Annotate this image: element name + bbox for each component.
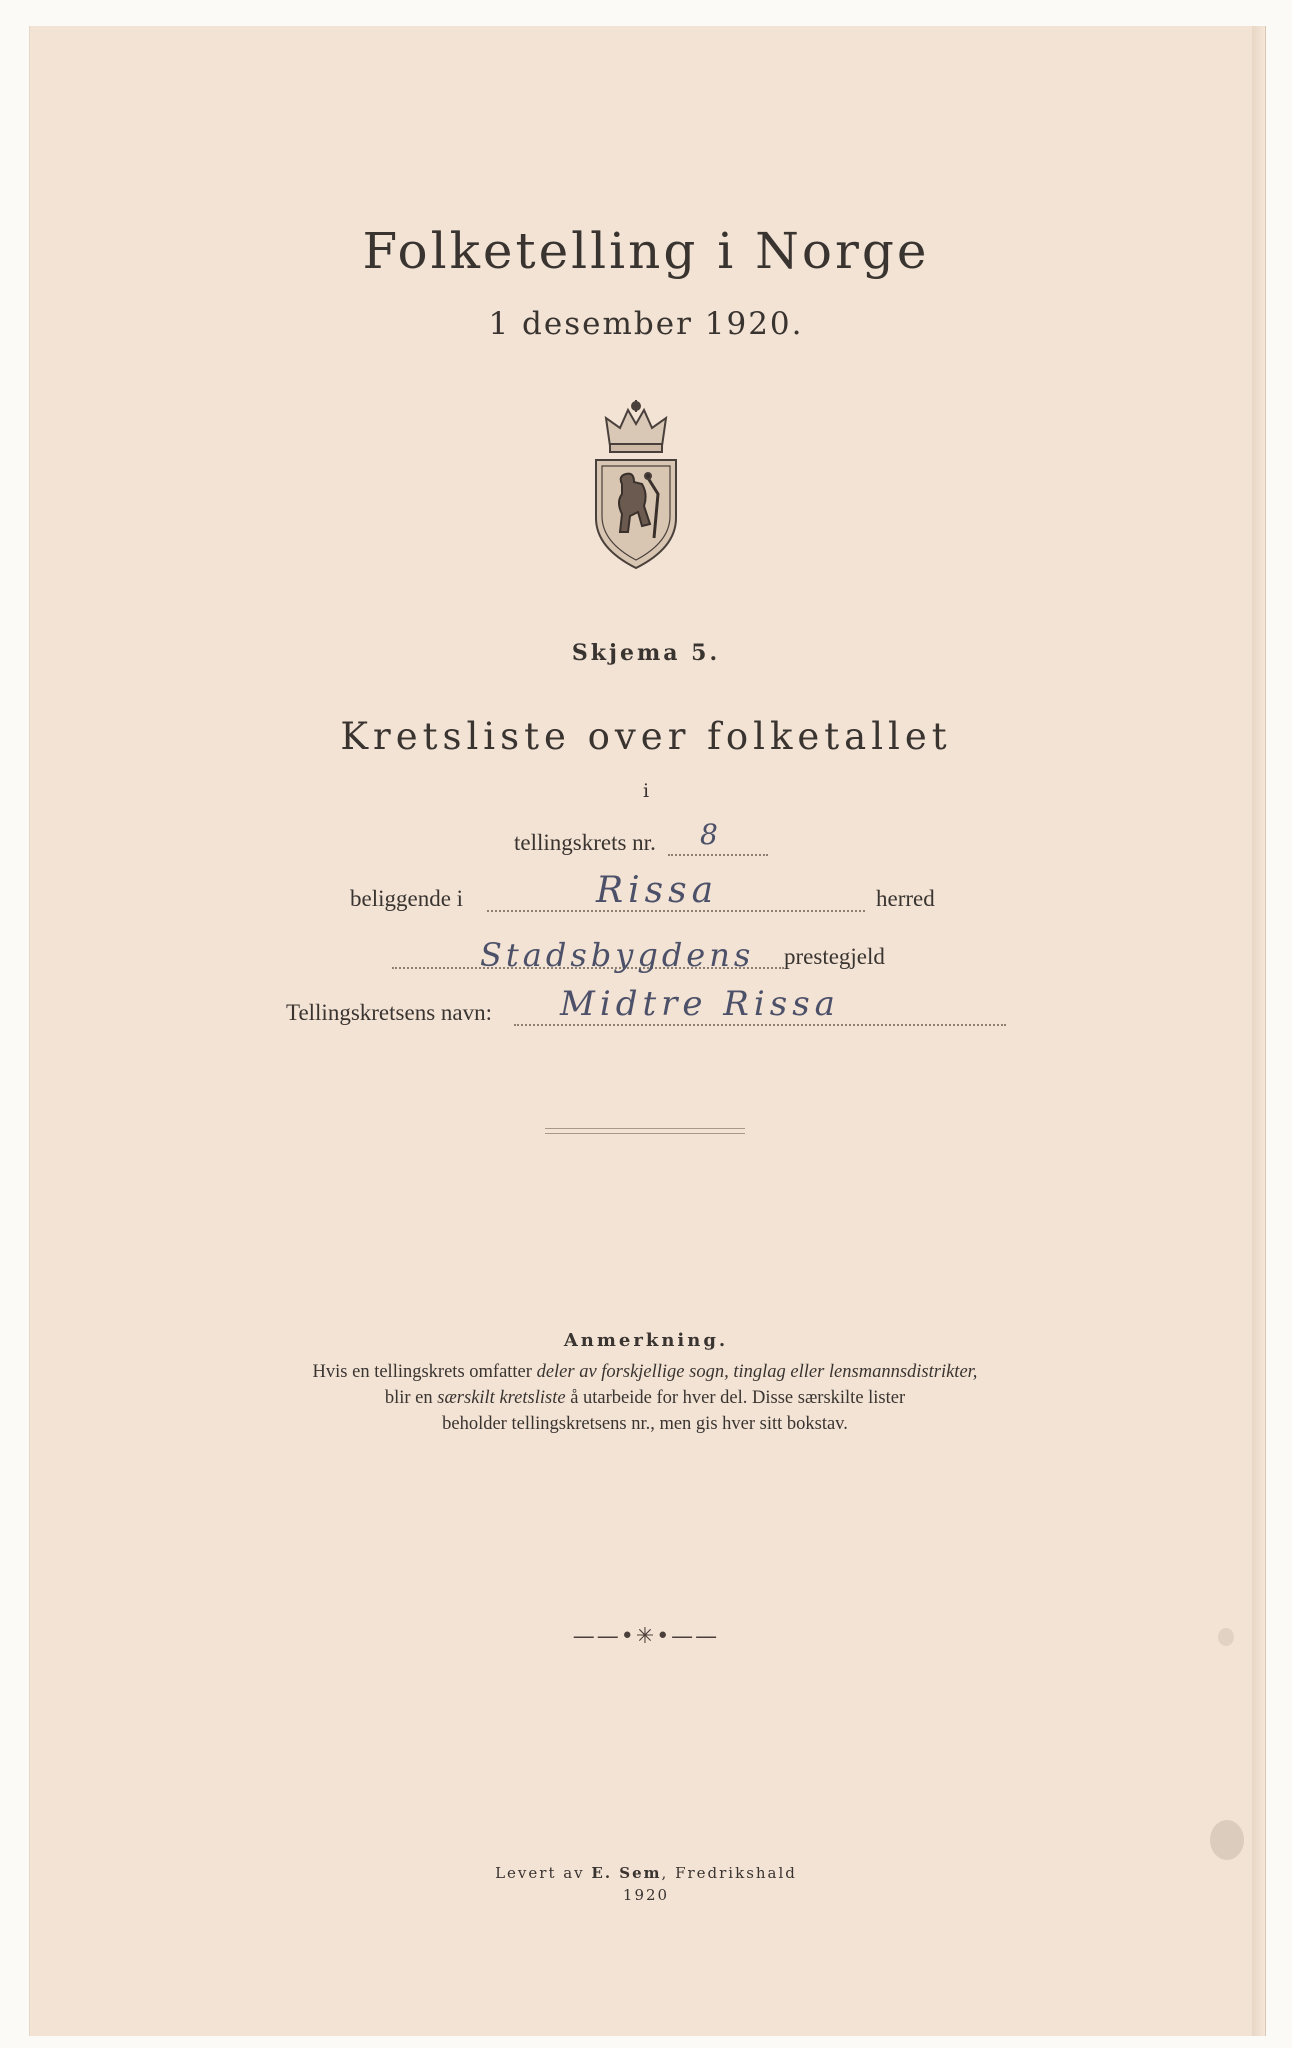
prestegjeld-label: prestegjeld [784, 944, 885, 969]
prestegjeld-value: Stadsbygdens [480, 936, 755, 974]
printer-imprint [0, 1862, 1292, 1906]
herred-value: Rissa [596, 870, 719, 911]
census-date: 1 desember 1920. [488, 306, 804, 342]
navn-label: Tellingskretsens navn: [286, 1000, 492, 1025]
page-title: Folketelling i Norge [362, 222, 930, 280]
divider-rule [545, 1133, 745, 1134]
printer-year: 1920 [622, 1886, 670, 1904]
krets-line [668, 854, 768, 856]
ornament-divider: ——•✳•—— [572, 1624, 720, 1649]
paper-stain [1218, 1628, 1234, 1646]
beliggende-label: beliggende i [350, 886, 464, 911]
paper-stain [1210, 1820, 1244, 1860]
divider-rule [545, 1128, 745, 1129]
note-line2-end: å utarbeide for hver del. Disse særskilte lister [565, 1388, 906, 1408]
note-line2-start: blir en [384, 1388, 438, 1408]
printer-prefix: Levert av [495, 1864, 592, 1882]
note-line2-italic: særskilt kretsliste [437, 1388, 566, 1408]
note-line1-italic: deler av forskjellige sogn, tinglag eller lensmannsdistrikter, [536, 1362, 978, 1382]
herred-label: herred [876, 886, 935, 911]
norway-coat-of-arms-icon [588, 398, 684, 572]
printer-suffix: , Fredrikshald [661, 1864, 797, 1882]
note-heading: Anmerkning. [563, 1330, 729, 1351]
note-line1-start: Hvis en tellingskrets omfatter [312, 1362, 537, 1382]
krets-label: tellingskrets nr. [514, 830, 656, 855]
in-word: i [642, 780, 650, 802]
navn-line [514, 1024, 1006, 1026]
printer-name: E. Sem [591, 1864, 662, 1882]
note-line3: beholder tellingskretsens nr., men gis hver sitt bokstav. [442, 1414, 848, 1434]
form-heading: Kretsliste over folketallet [340, 715, 952, 758]
navn-value: Midtre Rissa [560, 984, 840, 1024]
schema-number: Skjema 5. [571, 640, 721, 666]
krets-value: 8 [700, 818, 723, 851]
note-text [190, 1359, 1100, 1437]
